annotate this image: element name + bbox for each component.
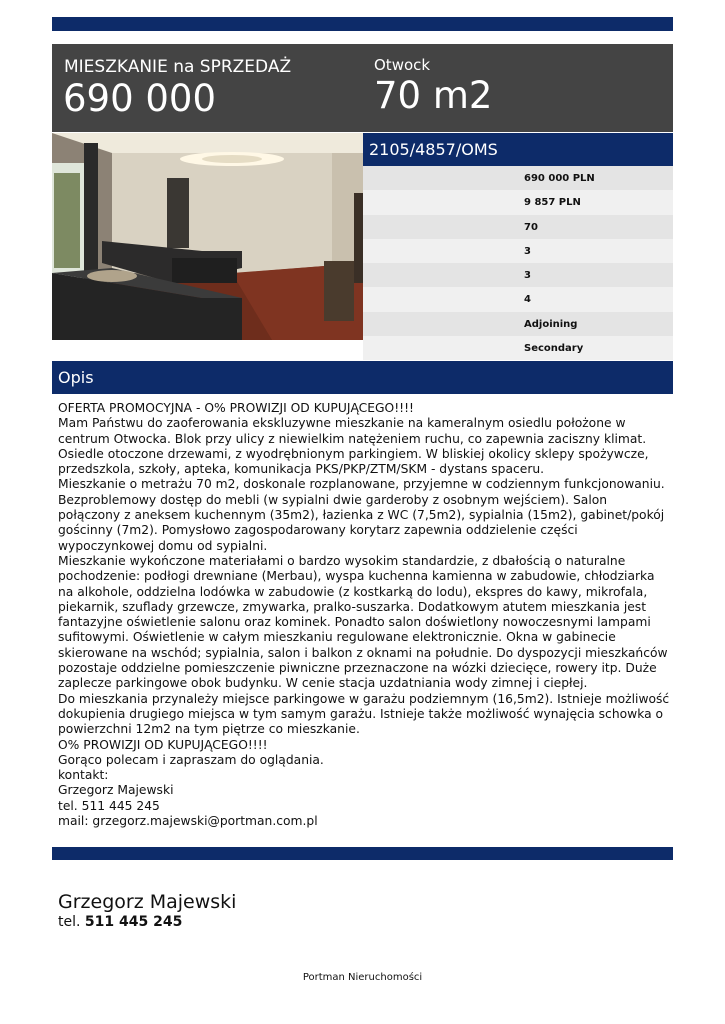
detail-value: Secondary [524, 343, 584, 355]
detail-row [363, 190, 673, 214]
description-heading: Opis [58, 368, 94, 387]
detail-value: 690 000 PLN [524, 173, 595, 184]
listing-type: MIESZKANIE na SPRZEDAŻ [64, 57, 292, 77]
listing-price: 690 000 [63, 77, 217, 120]
detail-row [363, 263, 673, 287]
detail-value: 4 [524, 294, 531, 306]
apartment-photo [52, 133, 363, 340]
listing-area: 70 m2 [374, 74, 493, 117]
phone-number: 511 445 245 [84, 914, 183, 930]
description-text: OFERTA PROMOCYJNA - O% PROWIZJI OD KUPUJĄCEGO!!!! Mam Państwu do zaoferowania ekskluzywne mieszkanie na kameralnym osiedlu położone w centrum Otwocka. Blok przy ulicy z niewielkim natężeniem ruchu, co zapewnia zaciszny klimat. Osiedle otoczone drzewami, z wyodrębnionym parkingiem. W bliskiej okolicy sklepy spożywcze, przedszkola, szkoły, apteka, komunikacja PKS/PKP/ZTM/SKM - dystans spaceru. Mieszkanie o metrażu 70 m2, doskonale rozplanowane, przyjemne w codziennym funkcjonowaniu. Bezproblemowy dostęp do mebli (w sypialni dwie garderoby z osobnym wejściem). Salon połączony z aneksem kuchennym (35m2), łazienka z WC (7,5m2), sypialnia (15m2), gabinet/pokój gościnny (7m2). Pomysłowo zagospodarowany korytarz zapewnia oddzielenie części wypoczynkowej domu od sypialni. Mieszkanie wykończone materiałami o bardzo wysokim standardzie, z dbałością o naturalne pochodzenie: podłogi drewniane (Merbau), wyspa kuchenna kamienna w zabudowie, chłodziarka na alkohole, oddzielna lodówka w zabudowie (z kostkarką do lodu), ekspres do kawy, mikrofala, piekarnik, szuflady grzewcze, zmywarka, pralko-suszarka. Dodatkowym atutem mieszkania jest fantazyjne oświetlenie salonu oraz kominek. Ponadto salon doświetlony nowoczesnymi lampami sufitowymi. Oświetlenie w całym mieszkaniu regulowane elektronicznie. Okna w gabinecie skierowane na wschód; sypialnia, salon i balkon z oknami na południe. Do dyspozycji mieszkańców pozostaje oddzielne pomieszczenie piwniczne przeznaczone na wózki dziecięce, rowery itp. Duże zaplecze parkingowe obok budynku. W cenie stacja uzdatniania wody zimnej i ciepłej. Do mieszkania przynależy miejsce parkingowe w garażu podziemnym (16,5m2). Istnieje możliwość dokupienia drugiego miejsca w tym samym garażu. Istnieje także możliwość wynajęcia schowka o powierzchni 12m2 na tym piętrze co mieszkanie. O% PROWIZJI OD KUPUJĄCEGO!!!! Gorąco polecam i zapraszam do oglądania. kontakt: Grzegorz Majewski tel. 511 445 245 mail: grzegorz.majewski@portman.com.pl [58, 401, 670, 829]
detail-row [363, 166, 673, 190]
detail-value: 3 [524, 245, 531, 257]
detail-row [363, 287, 673, 311]
phone-label: tel. [58, 914, 81, 930]
detail-row [363, 239, 673, 263]
reference-number: 2105/4857/OMS [369, 140, 498, 159]
detail-row [363, 312, 673, 336]
footer-company: Portman Nieruchomości [302, 972, 423, 983]
description-header [52, 361, 673, 394]
detail-row [363, 336, 673, 360]
detail-value: 9 857 PLN [524, 197, 581, 209]
detail-value: 3 [524, 270, 531, 282]
agent-contact [58, 891, 236, 930]
detail-row [363, 215, 673, 239]
detail-value: 70 [524, 221, 538, 233]
listing-city: Otwock [374, 56, 431, 74]
agent-name: Grzegorz Majewski [58, 891, 237, 913]
listing-reference [363, 133, 673, 166]
listing-header [52, 44, 673, 132]
section-divider-bar [52, 847, 673, 860]
agent-phone [58, 914, 236, 930]
listing-details-table [363, 166, 673, 360]
top-accent-bar [52, 17, 673, 31]
detail-value: Adjoining [524, 318, 578, 330]
